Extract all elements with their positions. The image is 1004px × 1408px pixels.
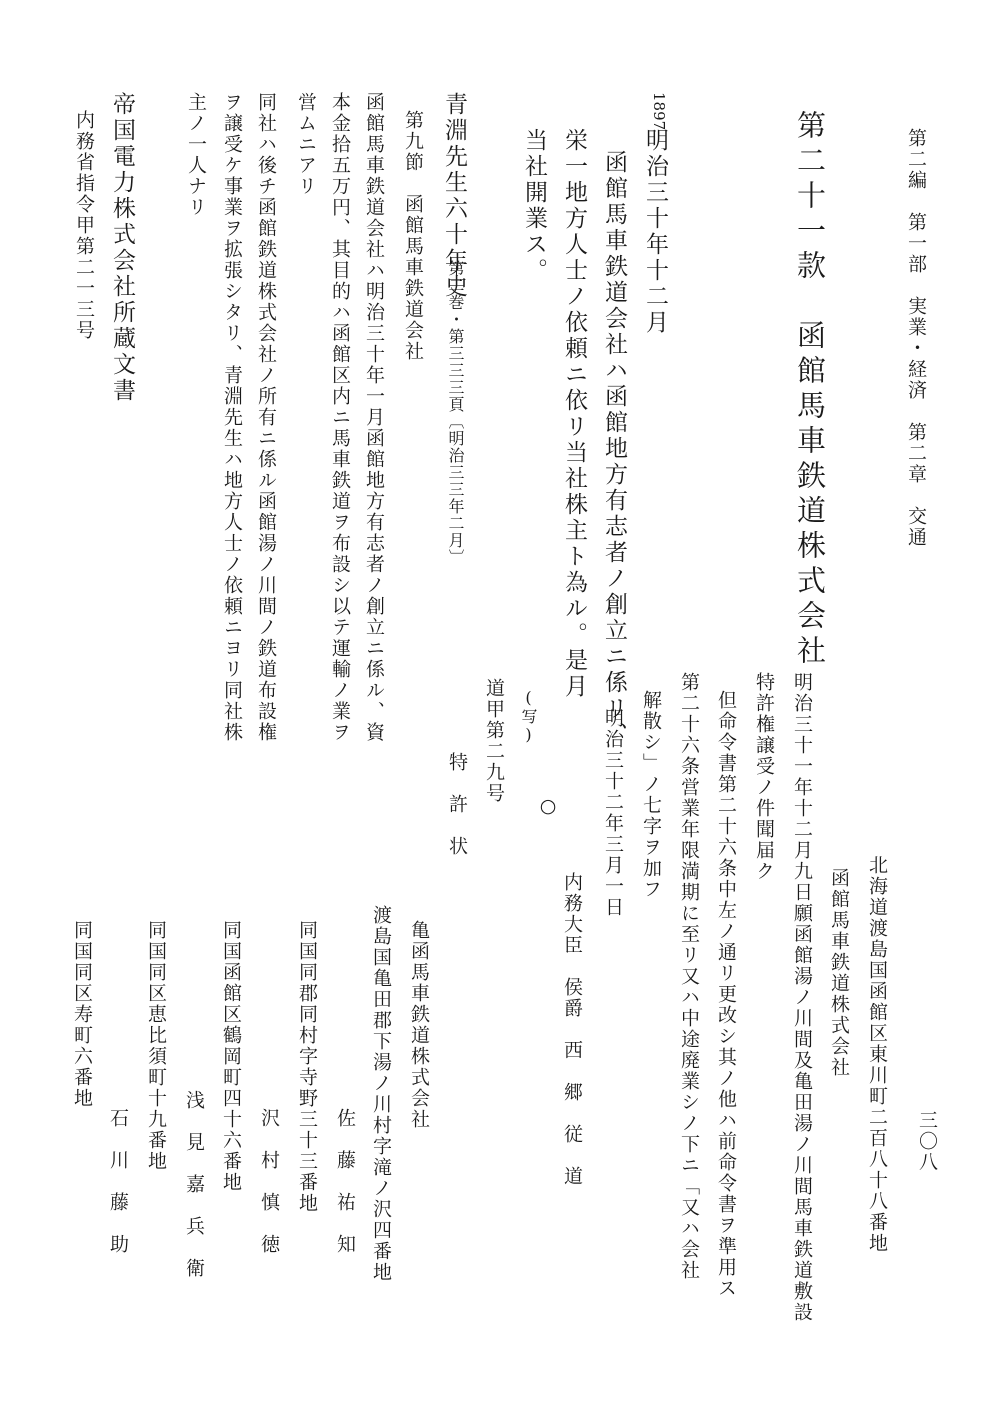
source1-line-3: 営ムニアリ: [295, 92, 317, 197]
chronicle-line-2: 栄一地方人士ノ依頼ニ依リ当社株主ト為ル。是月: [561, 128, 587, 700]
doc-line-1: 明治三十一年十二月九日願函館湯ノ川間及亀田湯ノ川間馬車鉄道敷設: [791, 672, 813, 1323]
holder-name-3: 浅 見 嘉 兵 衛: [183, 1090, 205, 1279]
doc-line-4: 第二十六条営業年限満期に至リ又ハ中途廃業シノ下ニ「又ハ会社: [678, 672, 700, 1281]
source2-subtitle: 内務省指令甲第二一三号: [73, 110, 95, 341]
running-head: 第二編 第一部 実業・経済 第二章 交通: [905, 128, 927, 548]
source1-citation: 第二巻・第三三三頁〔明治三三年二月〕: [446, 260, 465, 566]
source1-subsection: 第九節 函館馬車鉄道会社: [402, 110, 424, 362]
holder-address-4: 同国同区恵比須町十九番地: [145, 920, 167, 1172]
holder-name-1: 佐 藤 祐 知: [334, 1108, 356, 1255]
gregorian-year: 1897: [650, 92, 668, 131]
source1-line-6: 主ノ一人ナリ: [185, 92, 207, 218]
doc-date: 明治三十二年三月一日: [602, 708, 624, 918]
holder-address-3: 同国函館区鶴岡町四十六番地: [220, 920, 242, 1193]
source1-title: 青淵先生六十年史: [441, 92, 467, 300]
holder-name-4: 石 川 藤 助: [107, 1108, 129, 1255]
section-title: 第二十一款 函館馬車鉄道株式会社: [793, 110, 827, 670]
doc-line-5: 解散シ」ノ七字ヲ加フ: [640, 690, 662, 900]
doc-circle: ○: [537, 795, 559, 819]
license-number: 道甲第二九号: [483, 678, 505, 804]
license-company: 亀函馬車鉄道株式会社: [408, 920, 430, 1130]
source1-line-1: 函館馬車鉄道会社ハ明治三十年一月函館地方有志者ノ創立ニ係ル、資: [363, 92, 385, 743]
doc-address: 北海道渡島国函館区東川町二百八十八番地: [866, 855, 888, 1254]
license-copy-mark: (写): [519, 688, 538, 745]
holder-address-1: 渡島国亀田郡下湯ノ川村字滝ノ沢四番地: [370, 905, 392, 1283]
source1-line-5: ヲ譲受ケ事業ヲ拡張シタリ、青淵先生ハ地方人士ノ依頼ニヨリ同社株: [221, 92, 243, 743]
source2-title: 帝国電力株式会社所蔵文書: [109, 92, 135, 404]
license-title: 特 許 状: [446, 752, 468, 857]
chronicle-line-3: 当社開業ス。: [521, 128, 547, 284]
page-number: 三〇八: [916, 1110, 938, 1173]
holder-address-5: 同国同区寿町六番地: [71, 920, 93, 1109]
doc-line-2: 特許権譲受ノ件聞届ク: [753, 672, 775, 882]
doc-line-3: 但命令書第二十六条中左ノ通リ更改シ其ノ他ハ前命令書ヲ準用ス: [715, 690, 737, 1299]
holder-name-2: 沢 村 慎 徳: [258, 1108, 280, 1255]
holder-address-2: 同国同郡同村字寺野三十三番地: [296, 920, 318, 1214]
chronicle-line-1: 函館馬車鉄道会社ハ函館地方有志者ノ創立ニ係リ、: [601, 150, 627, 748]
source1-line-4: 同社ハ後チ函館鉄道株式会社ノ所有ニ係ル函館湯ノ川間ノ鉄道布設権: [255, 92, 277, 743]
doc-signer: 内務大臣 侯爵 西 郷 従 道: [561, 872, 583, 1187]
chronicle-date: 明治三十年十二月: [642, 128, 668, 336]
source1-line-2: 本金拾五万円、其目的ハ函館区内ニ馬車鉄道ヲ布設シ以テ運輸ノ業ヲ: [329, 92, 351, 743]
doc-company: 函館馬車鉄道株式会社: [828, 868, 850, 1078]
